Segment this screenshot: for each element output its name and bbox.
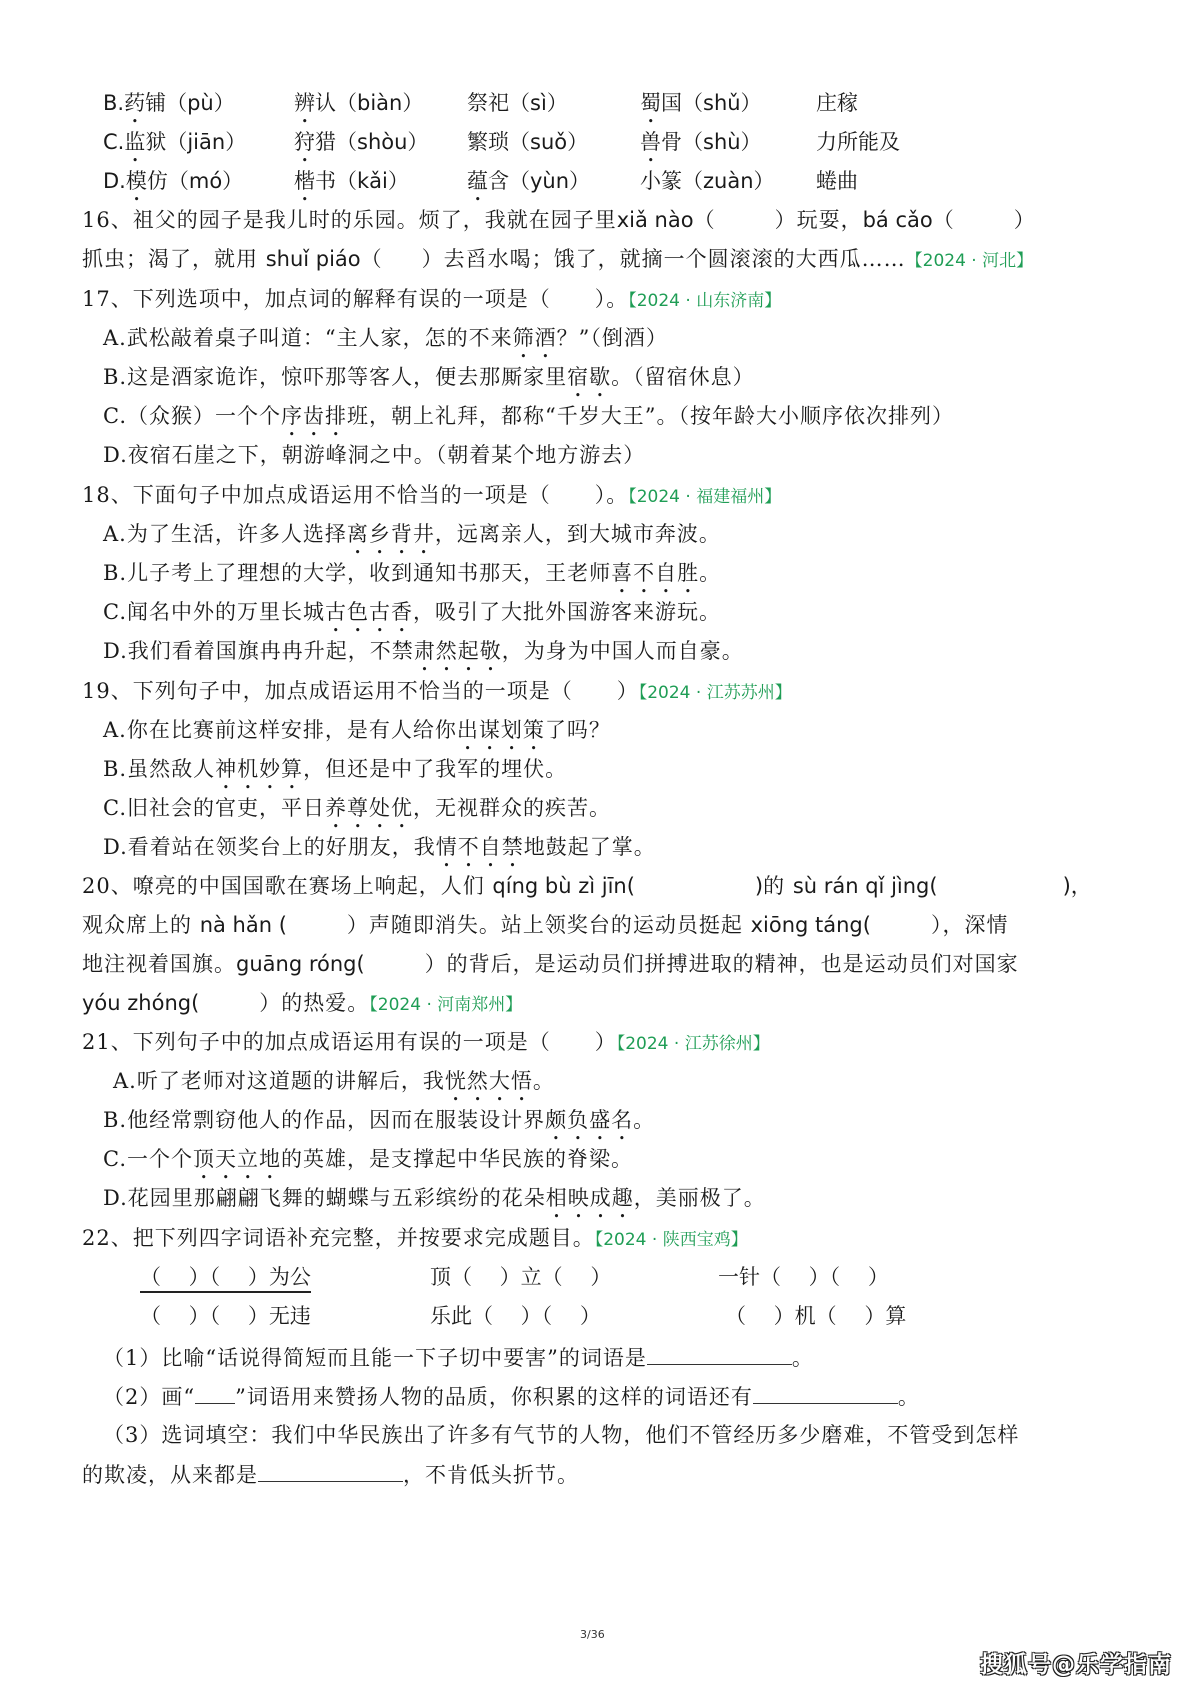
q22-sub3-answer-blank[interactable] — [258, 1459, 403, 1482]
q18-stem: 18、下面句子中加点成语运用不恰当的一项是（ ）。【2024 · 福建福州】 — [82, 483, 782, 507]
q22-word-6[interactable]: （ ）机（ ）算 — [725, 1304, 907, 1328]
q16-line-2: 抓虫；渴了，就用 shuǐ piáo（ ）去舀水喝；饿了，就摘一个圆滚滚的大西瓜……【2024 · 河北】 — [82, 247, 1034, 271]
q20-line-1: 20、嘹亮的中国国歌在赛场上响起，人们 qíng bù zì jīn( )的 sù rán qǐ jìng( )， — [82, 874, 1093, 898]
q22-sub-3-line-1: （3）选词填空：我们中华民族出了许多有气节的人物，他们不管经历多少磨难，不管受到怎样 — [103, 1423, 1020, 1447]
q15-b-2: 辨认（biàn） — [294, 91, 424, 115]
q16-line-1: 16、祖父的园子是我儿时的乐园。烦了，我就在园子里xiǎ nào（ ）玩耍，bá cǎo（ ） — [82, 208, 1036, 232]
q15-d-4: 小篆（zuàn） — [640, 169, 775, 193]
q22-sub-3-line-2: 的欺凌，从来都是 ，不肯低头折节。 — [82, 1459, 579, 1490]
q22-sub2-underline-sample — [195, 1381, 235, 1404]
source-tag: 【2024 · 江苏徐州】 — [616, 1034, 770, 1054]
q22-word-2[interactable]: 顶（ ）立（ ） — [430, 1265, 612, 1289]
q18-option-b: B.儿子考上了理想的大学，收到通知书那天，王老师喜不自胜。 — [103, 561, 722, 585]
q18-option-d: D.我们看着国旗冉冉升起，不禁肃然起敬，为身为中国人而自豪。 — [103, 639, 744, 663]
q22-sub2-answer-blank[interactable] — [753, 1381, 898, 1404]
watermark: 搜狐号@乐学指南 — [980, 1652, 1172, 1678]
q18-option-c: C.闻名中外的万里长城古色古香，吸引了大批外国游客来游玩。 — [103, 600, 721, 624]
source-tag: 【2024 · 河南郑州】 — [369, 995, 523, 1015]
source-tag: 【2024 · 陕西宝鸡】 — [594, 1230, 748, 1250]
q15-d-1: D.模仿（mó） — [103, 169, 244, 193]
q21-option-a: A.听了老师对这道题的讲解后，我恍然大悟。 — [113, 1069, 555, 1093]
q15-d-3: 蕴含（yùn） — [467, 169, 591, 193]
q21-option-b: B.他经常剽窃他人的作品，因而在服装设计界颇负盛名。 — [103, 1108, 656, 1132]
q20-line-3: 地注视着国旗。guāng róng( ）的背后，是运动员们拼搏进取的精神，也是运动员们对国家 — [82, 952, 1019, 976]
source-tag: 【2024 · 江苏苏州】 — [638, 683, 792, 703]
q18-option-a: A.为了生活，许多人选择离乡背井，远离亲人，到大城市奔波。 — [103, 522, 721, 546]
q21-stem: 21、下列句子中的加点成语运用有误的一项是（ ）【2024 · 江苏徐州】 — [82, 1030, 770, 1054]
q21-option-c: C.一个个顶天立地的英雄，是支撑起中华民族的脊梁。 — [103, 1147, 633, 1171]
q15-c-2: 狩猎（shòu） — [294, 130, 429, 154]
q22-word-5[interactable]: 乐此（ ）（ ） — [430, 1304, 601, 1328]
q21-option-d: D.花园里那翩翩飞舞的蝴蝶与五彩缤纷的花朵相映成趣，美丽极了。 — [103, 1186, 766, 1210]
source-tag: 【2024 · 福建福州】 — [628, 487, 782, 507]
q15-c-4: 兽骨（shù） — [640, 130, 762, 154]
q15-c-1: C.监狱（jiān） — [103, 130, 247, 154]
q22-sub-1: （1）比喻“话说得简短而且能一下子切中要害”的词语是 。 — [103, 1342, 814, 1373]
source-tag: 【2024 · 河北】 — [905, 251, 1034, 271]
q15-d-2: 楷书（kǎi） — [294, 169, 409, 193]
page-number: 3/36 — [580, 1628, 605, 1641]
q15-b-1: B.药铺（pù） — [103, 91, 235, 115]
q22-stem: 22、把下列四字词语补充完整，并按要求完成题目。【2024 · 陕西宝鸡】 — [82, 1226, 748, 1250]
q22-word-3[interactable]: 一针（ ）（ ） — [718, 1265, 889, 1289]
q19-option-a: A.你在比赛前这样安排，是有人给你出谋划策了吗？ — [103, 718, 611, 742]
q22-sub1-answer-blank[interactable] — [647, 1342, 792, 1365]
q17-option-d: D.夜宿石崖之下，朝游峰洞之中。（朝着某个地方游去） — [103, 443, 646, 467]
q19-option-c: C.旧社会的官吏，平日养尊处优，无视群众的疾苦。 — [103, 796, 611, 820]
q19-option-b: B.虽然敌人神机妙算，但还是中了我军的埋伏。 — [103, 757, 568, 781]
q20-line-4: yóu zhóng( ）的热爱。【2024 · 河南郑州】 — [82, 991, 523, 1015]
q15-b-4: 蜀国（shǔ） — [640, 91, 762, 115]
q20-line-2: 观众席上的 nà hǎn ( ）声随即消失。站上领奖台的运动员挺起 xiōng táng( ），深情 — [82, 913, 1009, 937]
q17-stem: 17、下列选项中，加点词的解释有误的一项是（ ）。【2024 · 山东济南】 — [82, 287, 782, 311]
q15-b-3: 祭祀（sì） — [467, 91, 568, 115]
q22-sub-2: （2）画“ ”词语用来赞扬人物的品质，你积累的这样的词语还有 。 — [103, 1381, 920, 1412]
q17-option-c: C.（众猴）一个个序齿排班，朝上礼拜，都称“千岁大王”。（按年龄大小顺序依次排列） — [103, 404, 954, 428]
q22-word-4[interactable]: （ ）（ ）无违 — [140, 1304, 311, 1328]
source-tag: 【2024 · 山东济南】 — [628, 291, 782, 311]
q19-option-d: D.看着站在领奖台上的好朋友，我情不自禁地鼓起了掌。 — [103, 835, 656, 859]
q15-b-5: 庄稼 — [816, 91, 858, 115]
q15-c-5: 力所能及 — [816, 130, 900, 154]
q17-option-b: B.这是酒家诡诈，惊吓那等客人，便去那厮家里宿歇。（留宿休息） — [103, 365, 755, 389]
q17-option-a: A.武松敲着桌子叫道：“主人家，怎的不来筛酒？”（倒酒） — [103, 326, 668, 350]
q15-d-5: 蜷曲 — [816, 169, 858, 193]
q19-stem: 19、下列句子中，加点成语运用不恰当的一项是（ ）【2024 · 江苏苏州】 — [82, 679, 792, 703]
q15-c-3: 繁琐（suǒ） — [467, 130, 589, 154]
q22-word-1[interactable]: （ ）（ ）为公 — [140, 1262, 311, 1292]
